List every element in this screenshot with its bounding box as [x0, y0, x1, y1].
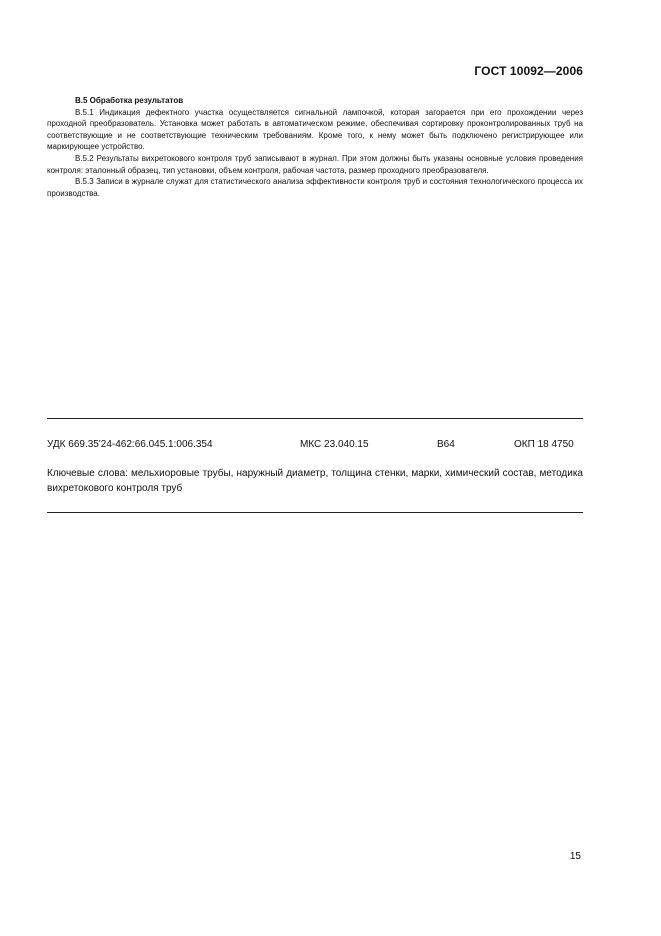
document-code: ГОСТ 10092—2006	[474, 64, 583, 78]
classification-row	[47, 439, 583, 453]
paragraph-b-5-1: В.5.1 Индикация дефектного участка осуществляется сигнальной лампочкой, которая загорается при его прохождении через проходной преобразователь. Установка может работать в автоматическом режиме, обеспечивая сортировку проконтролированных труб на соответствующие и не соответствующие техническим требованиям. Кроме того, к нему может быть подключено регистрирующее или маркирующее устройство.	[47, 107, 583, 152]
udk-code: УДК 669.35'24-462:66.045.1:006.354	[47, 439, 213, 450]
bottom-divider	[47, 512, 583, 513]
paragraph-b-5-2: В.5.2 Результаты вихретокового контроля труб записывают в журнал. При этом должны быть указаны основные условия проведения контроля: эталонный образец, тип установки, объем контроля, рабочая частота, размер проходного преобразователя.	[47, 153, 583, 175]
top-divider	[47, 418, 583, 419]
paragraph-b-5-3: В.5.3 Записи в журнале служат для статистического анализа эффективности контроля труб и состояния технологического процесса их производства.	[47, 177, 583, 198]
keywords: Ключевые слова: мельхиоровые трубы, наружный диаметр, толщина стенки, марки, химический состав, методика вихретокового контроля труб	[47, 468, 583, 494]
mks-code: МКС 23.040.15	[300, 439, 369, 450]
okp-code: ОКП 18 4750	[514, 439, 574, 450]
page-number: 15	[569, 851, 581, 862]
results-section	[47, 95, 583, 199]
section-title: В.5 Обработка результатов	[75, 96, 184, 105]
group-code: В64	[437, 439, 455, 450]
